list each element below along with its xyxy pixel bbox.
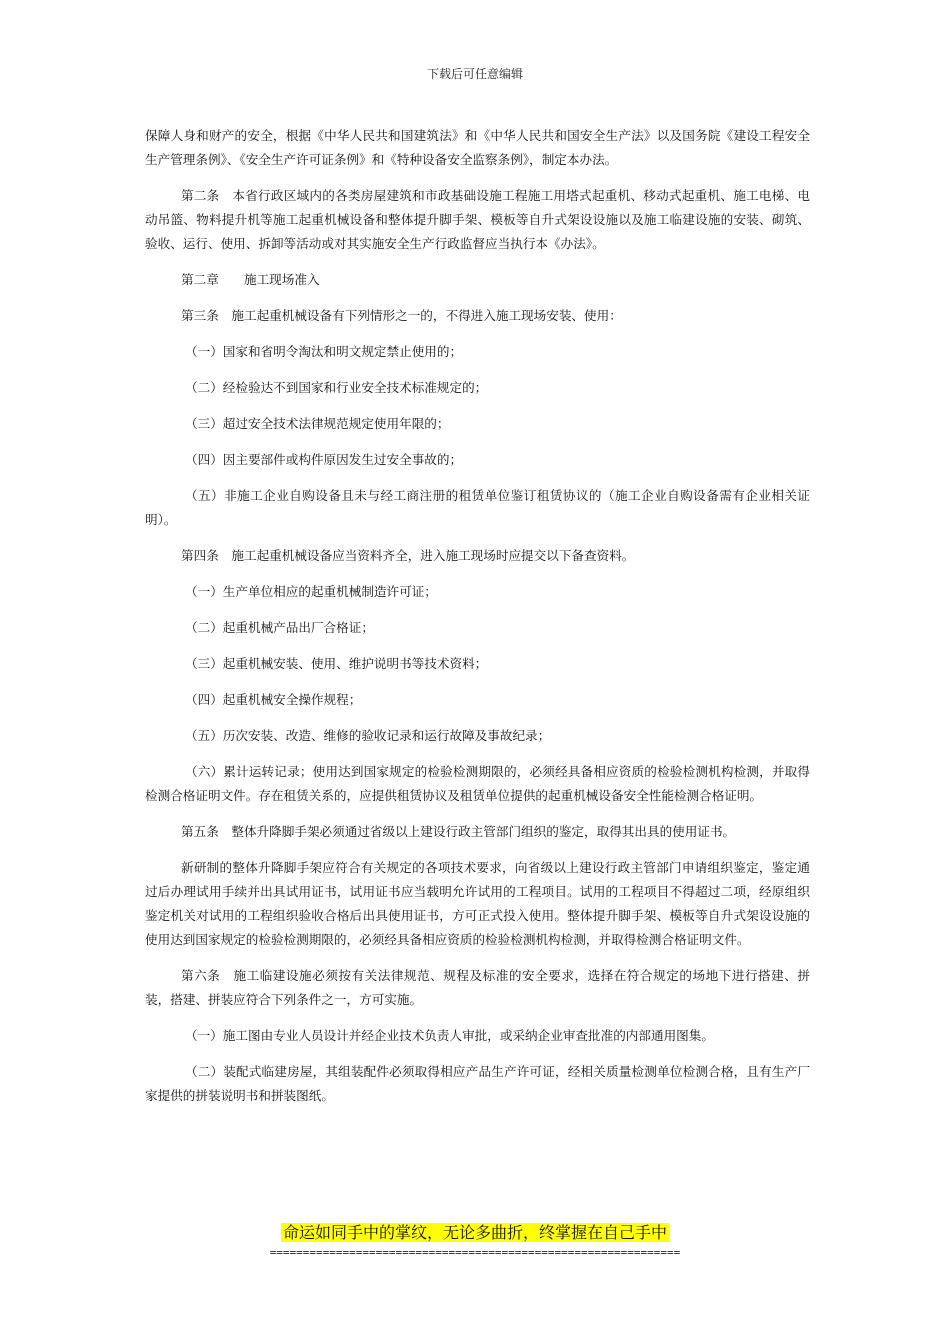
paragraph-article-4: 第四条 施工起重机械设备应当资料齐全，进入施工现场时应提交以下备查资料。 — [181, 548, 635, 563]
list-item: （一）生产单位相应的起重机械制造许可证； — [185, 584, 437, 599]
paragraph-article-5-detail: 新研制的整体升降脚手架应符合有关规定的各项技术要求，向省级以上建设行政主管部门申请组织鉴定，鉴定通过后办理试用手续并出具试用证书，试用证书应当载明允许试用的工程项目。试用的工程项目不得超过二项，经原组织鉴定机关对试用的工程组织验收合格后出具使用证书，方可正式投入使用。整体提升脚手架、模板等自升式架设设施的使用达到国家规定的检验检测期限的，必须经具备相应资质的检验检测机构检测，并取得检测合格证明文件。 — [145, 860, 810, 947]
list-item: （三）起重机械安装、使用、维护说明书等技术资料； — [185, 656, 488, 671]
list-item: （二）起重机械产品出厂合格证； — [185, 620, 374, 635]
footer-divider: ============================================================== — [269, 1246, 681, 1259]
paragraph-article-6: 第六条 施工临建设施必须按有关法律规范、规程及标准的安全要求，选择在符合规定的场地下进行搭建、拼装，搭建、拼装应符合下列条件之一，方可实施。 — [145, 968, 810, 1007]
document-body — [145, 124, 810, 1120]
footer-motto — [0, 1222, 950, 1244]
list-item: （五）非施工企业自购设备且未与经工商注册的租赁单位鉴订租赁协议的（施工企业自购设备需有企业相关证明）。 — [145, 488, 810, 527]
list-item: （二）经检验达不到国家和行业安全技术标准规定的； — [185, 380, 488, 395]
header-note: 下载后可任意编辑 — [426, 67, 523, 81]
paragraph-article-3: 第三条 施工起重机械设备有下列情形之一的，不得进入施工现场安装、使用： — [181, 308, 622, 323]
list-item: （四）起重机械安全操作规程； — [185, 692, 362, 707]
list-item: （二）装配式临建房屋，其组装配件必须取得相应产品生产许可证，经相关质量检测单位检测合格，且有生产厂家提供的拼装说明书和拼装图纸。 — [145, 1064, 810, 1103]
list-item: （一）国家和省明令淘汰和明文规定禁止使用的； — [185, 344, 463, 359]
footer-motto-text: 命运如同手中的掌纹，无论多曲折，终掌握在自己手中 — [282, 1223, 667, 1242]
list-item: （一）施工图由专业人员设计并经企业技术负责人审批，或采纳企业审查批准的内部通用图集。 — [185, 1028, 714, 1043]
list-item: （六）累计运转记录；使用达到国家规定的检验检测期限的，必须经具备相应资质的检验检测机构检测，并取得检测合格证明文件。存在租赁关系的，应提供租赁协议及租赁单位提供的起重机械设备安全性能检测合格证明。 — [145, 764, 810, 803]
paragraph-article-2: 第二条 本省行政区域内的各类房屋建筑和市政基础设施工程施工用塔式起重机、移动式起重机、施工电梯、电动吊篮、物料提升机等施工起重机械设备和整体提升脚手架、模板等自升式架设设施以及施工临建设施的安装、砌筑、验收、运行、使用、拆卸等活动或对其实施安全生产行政监督应当执行本《办法》。 — [145, 188, 810, 251]
chapter-heading: 第二章 施工现场准入 — [181, 272, 320, 287]
list-item: （四）因主要部件或构件原因发生过安全事故的； — [185, 452, 463, 467]
list-item: （三）超过安全技术法律规范规定使用年限的； — [185, 416, 450, 431]
list-item: （五）历次安装、改造、维修的验收记录和运行故障及事故纪录； — [185, 728, 551, 743]
paragraph-intro: 保障人身和财产的安全，根据《中华人民共和国建筑法》和《中华人民共和国安全生产法》以及国务院《建设工程安全生产管理条例》、《安全生产许可证条例》和《特种设备安全监察条例》，制定本办法。 — [145, 128, 810, 167]
paragraph-article-5: 第五条 整体升降脚手架必须通过省级以上建设行政主管部门组织的鉴定，取得其出具的使用证书。 — [181, 824, 736, 839]
